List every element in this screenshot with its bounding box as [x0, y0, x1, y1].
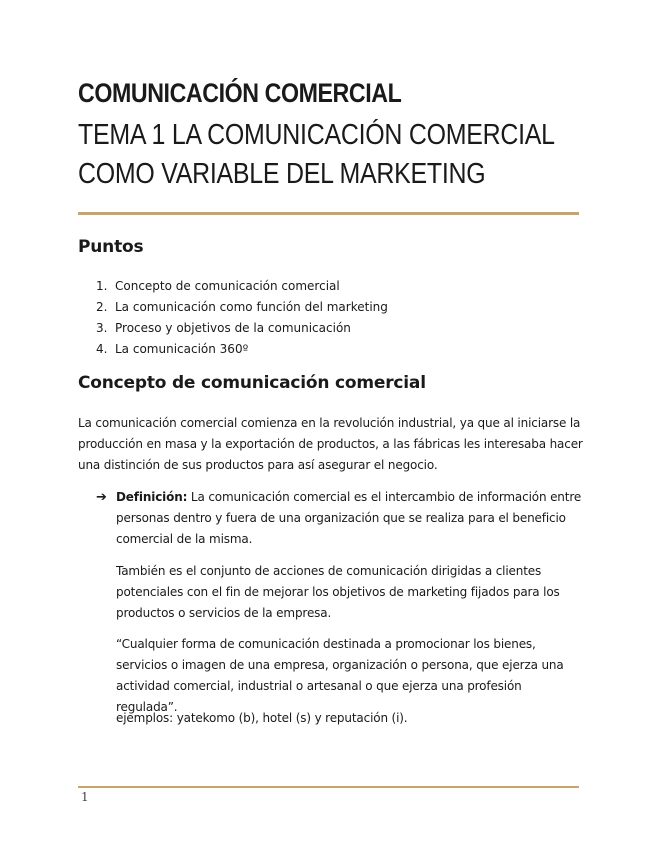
list-item: [78, 339, 388, 360]
definition-text: La comunicación comercial es el intercambio de información entre personas dentro y fuera de una organización que se realiza para el beneficio comercial de la misma.: [116, 490, 582, 546]
list-item-number: 1.: [96, 279, 108, 293]
document-title: COMUNICACIÓN COMERCIAL: [78, 78, 402, 108]
list-item-text: Concepto de comunicación comercial: [115, 279, 340, 293]
footer-divider: [78, 786, 579, 788]
list-item-text: La comunicación como función del marketing: [115, 300, 388, 314]
concepto-heading: Concepto de comunicación comercial: [78, 373, 426, 393]
definition-label: Definición:: [116, 490, 188, 504]
list-item-number: 3.: [96, 321, 108, 335]
document-subtitle: TEMA 1 LA COMUNICACIÓN COMERCIAL COMO VARIABLE DEL MARKETING: [78, 119, 554, 190]
list-item-text: La comunicación 360º: [115, 342, 249, 356]
list-item-number: 2.: [96, 300, 108, 314]
quote-paragraph: “Cualquier forma de comunicación destinada a promocionar los bienes, servicios o imagen de una empresa, organización o persona, que ejerza una actividad comercial, industrial o artesanal o que ejerza una profesión regulada”.: [116, 637, 564, 714]
list-item: [78, 276, 388, 297]
list-item: [78, 318, 388, 339]
definition-paragraph: [116, 487, 586, 550]
page-number: 1: [81, 790, 89, 804]
puntos-heading: Puntos: [78, 237, 144, 257]
list-item-text: Proceso y objetivos de la comunicación: [115, 321, 351, 335]
tambien-paragraph: También es el conjunto de acciones de comunicación dirigidas a clientes potenciales con el fin de mejorar los objetivos de marketing fijados para los productos o servicios de la empresa.: [116, 564, 560, 620]
arrow-bullet-icon: ➔: [96, 490, 107, 505]
ejemplos-paragraph: ejemplos: yatekomo (b), hotel (s) y reputación (i).: [116, 711, 408, 725]
header-divider: [78, 212, 579, 215]
intro-paragraph: La comunicación comercial comienza en la revolución industrial, ya que al iniciarse la producción en masa y la exportación de productos, a las fábricas les interesaba hacer una distinción de sus productos para así asegurar el negocio.: [78, 416, 583, 472]
list-item-number: 4.: [96, 342, 108, 356]
list-item: [78, 297, 388, 318]
points-list: [78, 276, 388, 360]
